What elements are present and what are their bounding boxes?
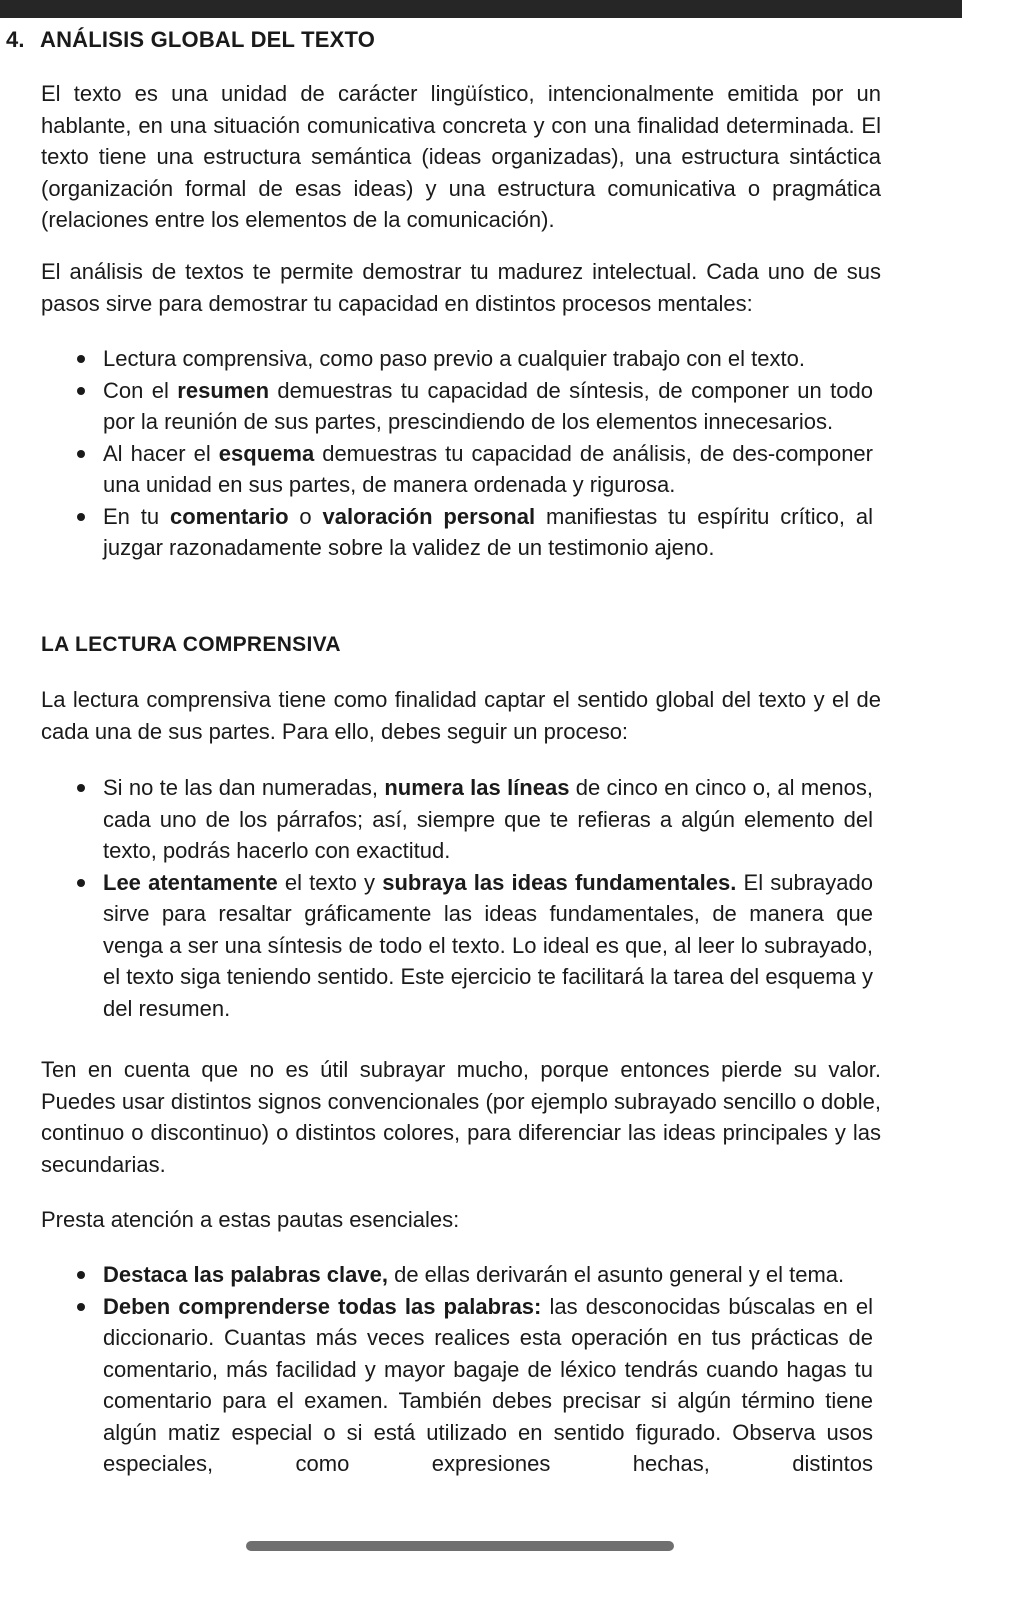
steps-list	[0, 343, 1011, 564]
bold-term: comentario	[169, 503, 289, 529]
section-title-text: ANÁLISIS GLOBAL DEL TEXTO	[40, 27, 376, 52]
bullet-icon	[77, 784, 85, 792]
list-item: Destaca las palabras clave, de ellas derivarán el asunto general y el tema.	[103, 1259, 873, 1291]
bold-term: esquema	[218, 440, 315, 466]
bullet-icon	[77, 1303, 85, 1311]
intro-paragraph-1: El texto es una unidad de carácter lingüístico, intencionalmente emitida por un hablante, en una situación comunicativa concreta y con una finalidad determinada. El texto tiene una estructura semántica (ideas organizadas), una estructura sintáctica (organización formal de esas ideas) y una estructura comunicativa o pragmática (relaciones entre los elementos de la comunicación).	[41, 81, 881, 232]
bullet-icon	[77, 387, 85, 395]
bold-term: Destaca las palabras clave,	[103, 1262, 388, 1287]
list-item: Deben comprenderse todas las palabras: las desconocidas búscalas en el diccionario. Cuantas más veces realices esta operación en tus prácticas de comentario, más facilidad y mayor bagaje de léxico tendrás cuando hagas tu comentario para el examen. También debes precisar si algún término tiene algún matiz especial o si está utilizado en sentido figurado. Observa usos especiales, como expresiones hechas, distintos	[103, 1291, 873, 1480]
guidelines-list	[0, 1259, 1011, 1480]
top-status-bar	[0, 0, 962, 18]
bullet-icon	[77, 1271, 85, 1279]
list-item: Con el resumen demuestras tu capacidad de síntesis, de componer un todo por la reunión de sus partes, prescindiendo de los elementos innecesarios.	[103, 375, 873, 438]
section-number: 4.	[6, 27, 25, 52]
list-item: Si no te las dan numeradas, numera las líneas de cinco en cinco o, al menos, cada uno de los párrafos; así, siempre que te refieras a algún elemento del texto, podrás hacerlo con exactitud.	[103, 772, 873, 867]
bold-term: numera las líneas	[384, 775, 570, 800]
bullet-icon	[77, 355, 85, 363]
bullet-icon	[77, 450, 85, 458]
list-item: Al hacer el esquema demuestras tu capacidad de análisis, de des-componer una unidad en sus partes, de manera ordenada y rigurosa.	[103, 438, 873, 501]
home-indicator[interactable]	[246, 1541, 674, 1551]
reading-paragraph-1: La lectura comprensiva tiene como finalidad captar el sentido global del texto y el de cada una de sus partes. Para ello, debes seguir un proceso:	[41, 687, 881, 744]
bold-term: resumen	[177, 377, 270, 403]
reading-paragraph-2: Ten en cuenta que no es útil subrayar mucho, porque entonces pierde su valor. Puedes usar distintos signos convencionales (por ejemplo subrayado sencillo o doble, continuo o discontinuo) o distintos colores, para diferenciar las ideas principales y las secundarias.	[41, 1057, 881, 1177]
reading-process-list	[0, 772, 1011, 1024]
list-item: En tu comentario o valoración personal manifiestas tu espíritu crítico, al juzgar razonadamente sobre la validez de un testimonio ajeno.	[103, 501, 873, 564]
bullet-icon	[77, 879, 85, 887]
bold-term: Lee atentamente	[103, 869, 278, 895]
bold-term: valoración personal	[322, 503, 536, 529]
reading-paragraph-3: Presta atención a estas pautas esenciales:	[41, 1207, 460, 1232]
bold-term: subraya las ideas fundamentales.	[382, 869, 737, 895]
list-item: Lectura comprensiva, como paso previo a cualquier trabajo con el texto.	[103, 343, 873, 375]
intro-paragraph-2: El análisis de textos te permite demostrar tu madurez intelectual. Cada uno de sus pasos sirve para demostrar tu capacidad en distintos procesos mentales:	[41, 259, 881, 316]
subsection-title: LA LECTURA COMPRENSIVA	[41, 633, 341, 656]
bold-term: Deben comprenderse todas las palabras:	[103, 1293, 542, 1319]
list-item: Lee atentamente el texto y subraya las ideas fundamentales. El subrayado sirve para resaltar gráficamente las ideas fundamentales, de manera que venga a ser una síntesis de todo el texto. Lo ideal es que, al leer lo subrayado, el texto siga teniendo sentido. Este ejercicio te facilitará la tarea del esquema y del resumen.	[103, 867, 873, 1025]
section-title	[6, 27, 375, 53]
bullet-icon	[77, 513, 85, 521]
